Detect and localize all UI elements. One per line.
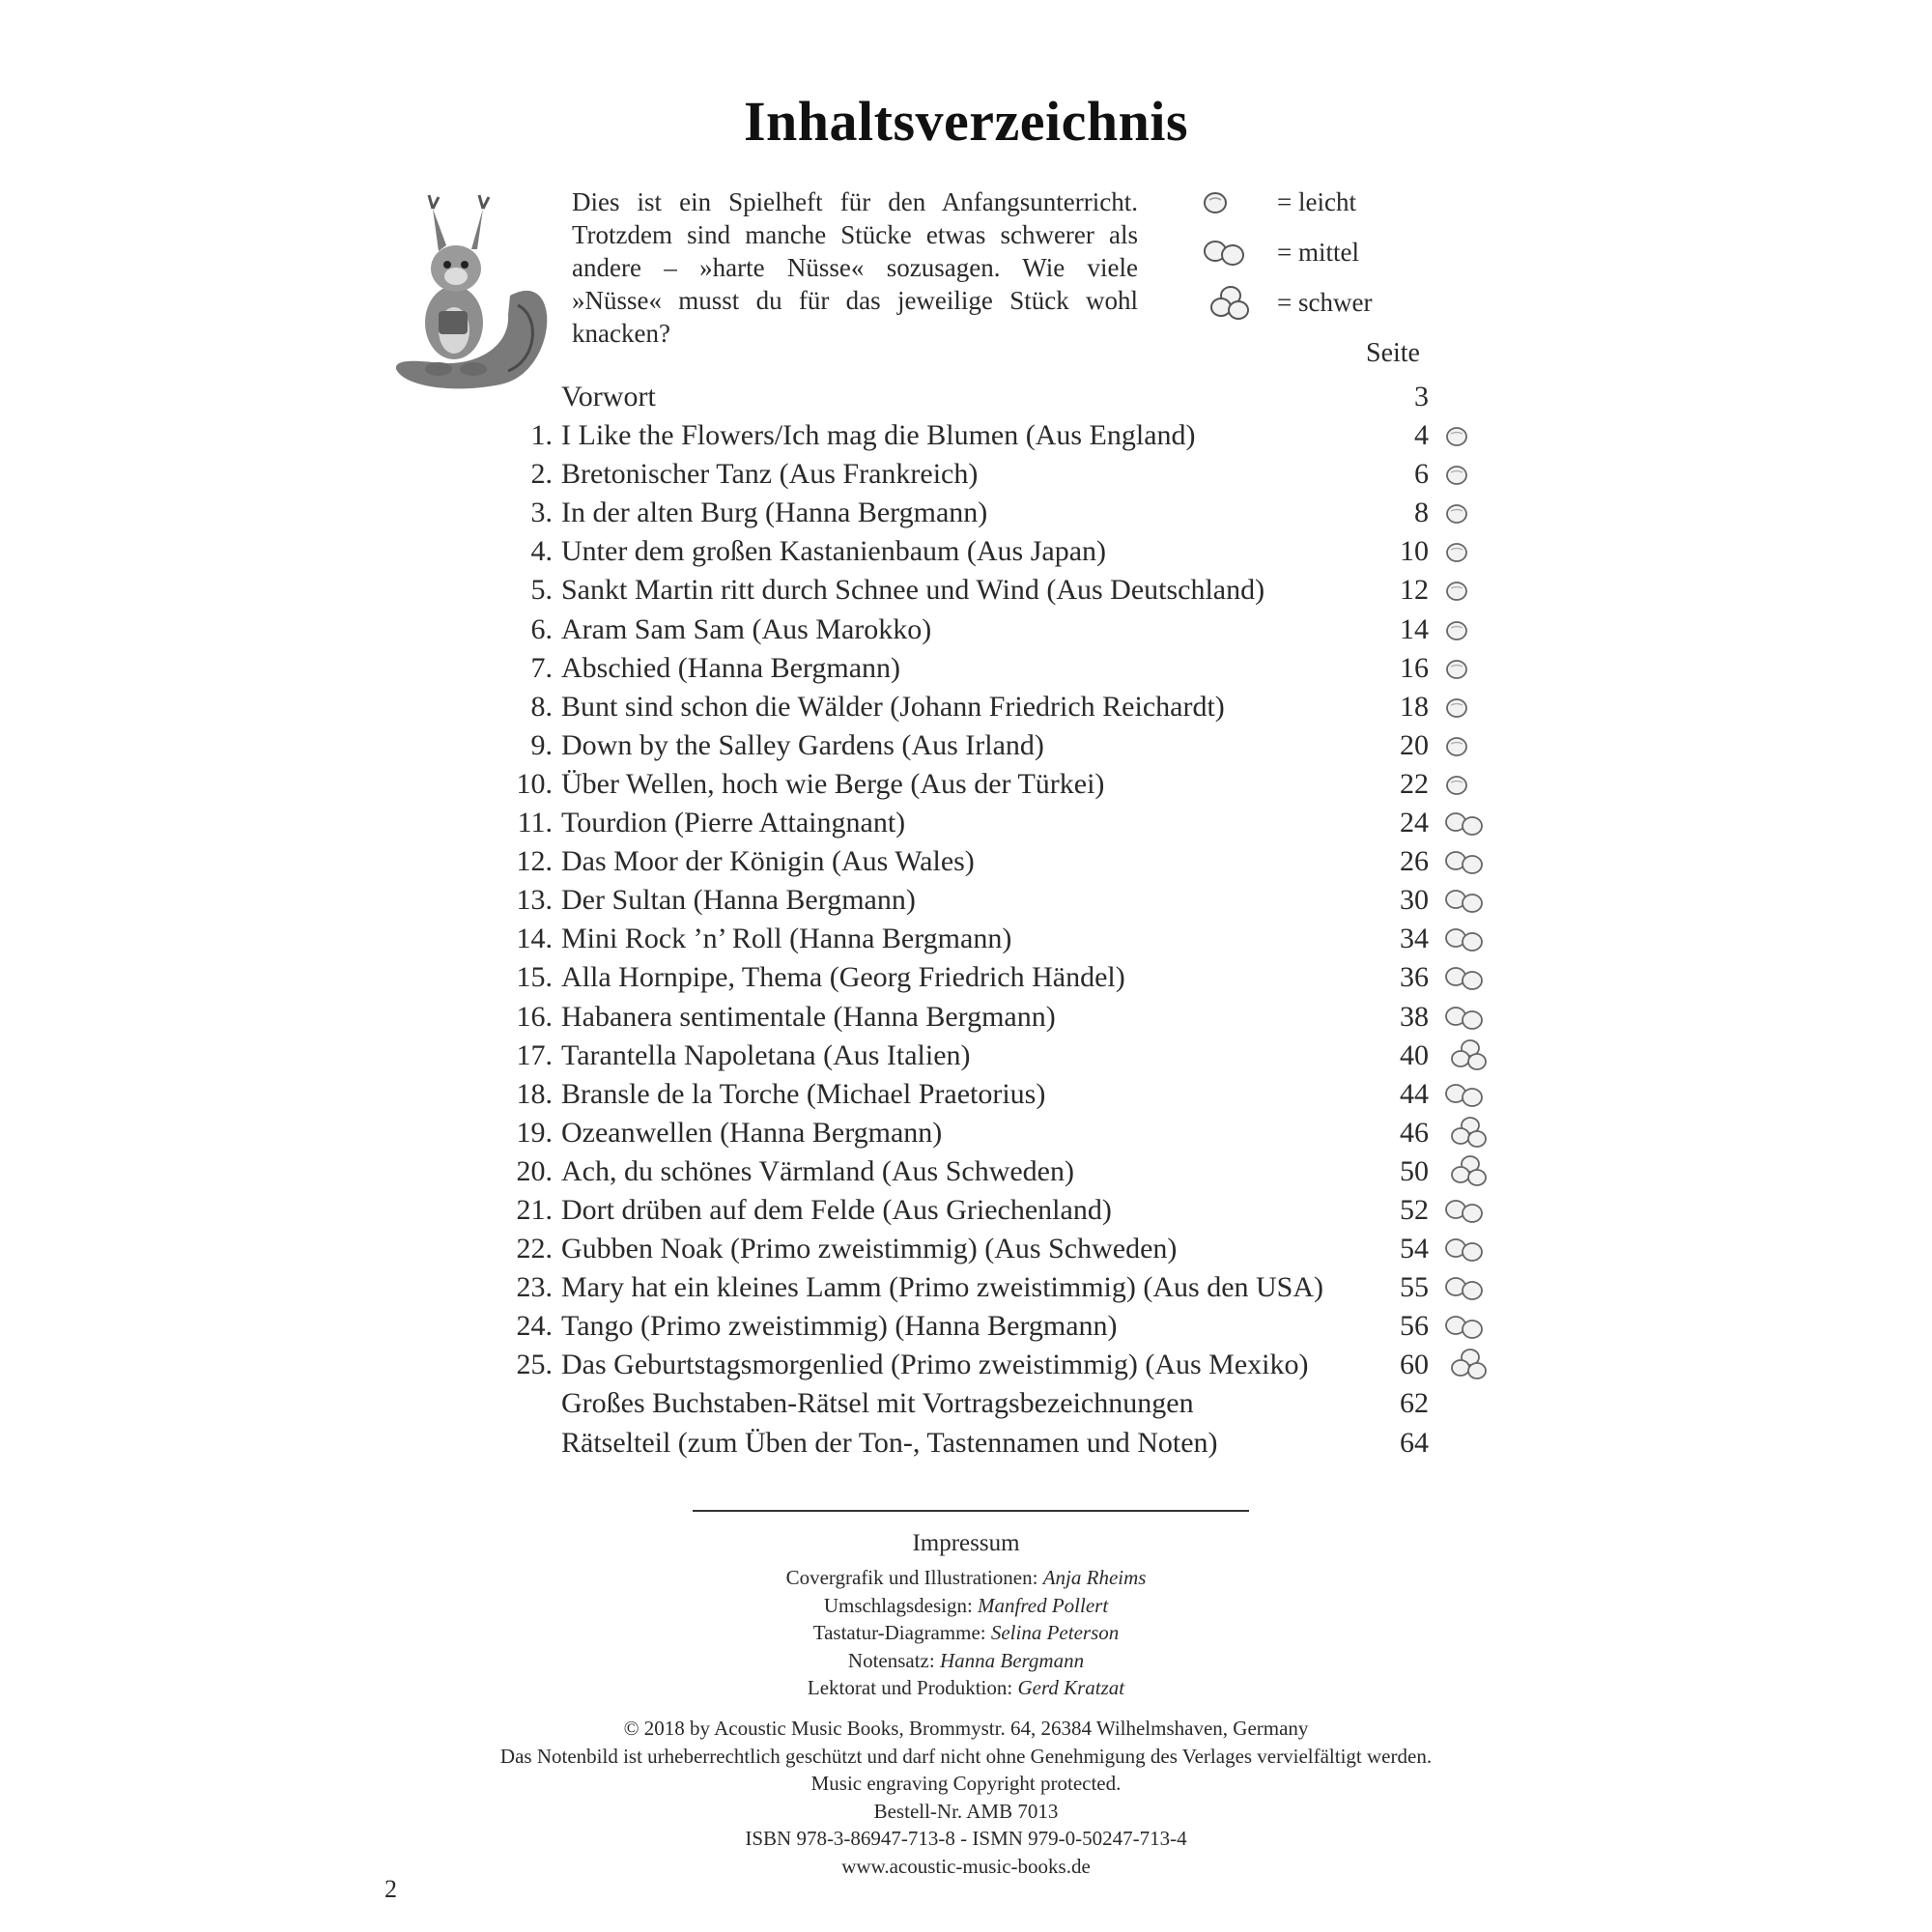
toc-entry[interactable]: [0, 1152, 1932, 1191]
toc-entry[interactable]: [0, 1346, 1932, 1384]
toc-entry[interactable]: [0, 726, 1932, 765]
credit-line: [0, 1647, 1932, 1675]
toc-entry-title: Ach, du schönes Värmland (Aus Schweden): [561, 1154, 1074, 1187]
copyright-line: © 2018 by Acoustic Music Books, Brommystr. 64, 26384 Wilhelmshaven, Germany: [623, 1717, 1309, 1740]
credit-name: Hanna Bergmann: [939, 1648, 1085, 1672]
toc-list: [0, 378, 1932, 1463]
toc-entry[interactable]: [0, 998, 1932, 1037]
credit-role: Umschlagsdesign:: [823, 1593, 973, 1617]
toc-entry-page: 30: [1400, 884, 1429, 917]
toc-entry-title: Unter dem großen Kastanienbaum (Aus Japan): [561, 535, 1106, 568]
toc-entry-page: 52: [1400, 1193, 1429, 1226]
isbn-line: ISBN 978-3-86947-713-8 - ISMN 979-0-50247-713-4: [745, 1827, 1187, 1850]
toc-entry[interactable]: [0, 958, 1932, 997]
credit-role: Covergrafik und Illustrationen:: [785, 1566, 1038, 1589]
toc-entry-page: 46: [1400, 1116, 1429, 1149]
toc-entry[interactable]: [0, 881, 1932, 920]
toc-entry-number: 18.: [516, 1077, 553, 1110]
toc-entry-title: Dort drüben auf dem Felde (Aus Griechenland): [561, 1193, 1112, 1226]
toc-entry[interactable]: [0, 765, 1932, 804]
toc-entry[interactable]: [0, 649, 1932, 688]
toc-entry-number: 5.: [530, 574, 553, 607]
toc-entry-title: I Like the Flowers/Ich mag die Blumen (Aus England): [561, 419, 1196, 452]
toc-entry[interactable]: [0, 1075, 1932, 1114]
toc-entry-title: Mini Rock ’n’ Roll (Hanna Bergmann): [561, 923, 1012, 955]
toc-entry-title: In der alten Burg (Hanna Bergmann): [561, 497, 988, 529]
credit-line: [0, 1674, 1932, 1702]
toc-entry[interactable]: [0, 416, 1932, 455]
toc-page-heading: Seite: [1366, 338, 1420, 368]
toc-entry-title: Über Wellen, hoch wie Berge (Aus der Türkei): [561, 767, 1105, 800]
toc-entry[interactable]: [0, 532, 1932, 571]
toc-entry[interactable]: [0, 1424, 1932, 1463]
legend-row-schwer: [1202, 284, 1434, 334]
toc-entry-title: Vorwort: [561, 381, 656, 412]
credit-name: Gerd Kratzat: [1017, 1676, 1125, 1699]
toc-entry-title: Das Geburtstagsmorgenlied (Primo zweistimmig) (Aus Mexiko): [561, 1349, 1309, 1381]
toc-entry-number: 7.: [530, 651, 553, 684]
toc-entry-page: 10: [1400, 535, 1429, 568]
toc-entry-title: Bransle de la Torche (Michael Praetorius): [561, 1077, 1046, 1110]
credit-role: Tastatur-Diagramme:: [812, 1621, 986, 1644]
website-link[interactable]: www.acoustic-music-books.de: [841, 1854, 1091, 1878]
toc-entry[interactable]: [0, 688, 1932, 726]
toc-entry-page: 20: [1400, 728, 1429, 761]
engraving-line: Music engraving Copyright protected.: [810, 1772, 1122, 1795]
toc-entry-number: 11.: [517, 807, 553, 839]
toc-entry-number: 22.: [516, 1233, 553, 1265]
toc-entry-number: 2.: [530, 458, 553, 491]
toc-entry-number: 25.: [516, 1349, 553, 1381]
toc-entry-page: 24: [1400, 807, 1429, 839]
toc-entry[interactable]: [0, 378, 1932, 416]
divider-rule: [693, 1510, 1249, 1512]
toc-entry-page: 50: [1400, 1154, 1429, 1187]
toc-entry[interactable]: [0, 920, 1932, 958]
toc-entry-page: 54: [1400, 1233, 1429, 1265]
toc-entry-page: 62: [1400, 1387, 1429, 1420]
toc-entry-page: 14: [1400, 612, 1429, 645]
toc-entry-title: Aram Sam Sam (Aus Marokko): [561, 612, 932, 645]
toc-entry-title: Das Moor der Königin (Aus Wales): [561, 845, 975, 878]
toc-entry-page: 12: [1400, 574, 1429, 607]
toc-entry-title: Mary hat ein kleines Lamm (Primo zweistimmig) (Aus den USA): [561, 1271, 1324, 1304]
toc-entry-title: Der Sultan (Hanna Bergmann): [561, 884, 916, 917]
toc-entry-page: 3: [1414, 381, 1429, 412]
toc-entry-number: 24.: [516, 1310, 553, 1343]
toc-entry-number: 20.: [516, 1154, 553, 1187]
toc-entry-title: Rätselteil (zum Üben der Ton-, Tastennamen und Noten): [561, 1426, 1218, 1459]
page-number: 2: [384, 1875, 397, 1903]
credit-name: Selina Peterson: [990, 1621, 1120, 1644]
toc-entry-number: 12.: [516, 845, 553, 878]
credit-name: Anja Rheims: [1042, 1566, 1147, 1589]
page-title: Inhaltsverzeichnis: [743, 90, 1189, 153]
credit-role: Notensatz:: [847, 1648, 935, 1672]
toc-entry-title: Abschied (Hanna Bergmann): [561, 651, 901, 684]
rights-line: Das Notenbild ist urheberrechtlich geschützt und darf nicht ohne Genehmigung des Verlages vervielfältigt werden.: [499, 1744, 1433, 1768]
toc-entry-number: 23.: [516, 1271, 553, 1304]
toc-entry-page: 36: [1400, 961, 1429, 994]
squirrel-illustration: [394, 180, 554, 394]
toc-entry-title: Alla Hornpipe, Thema (Georg Friedrich Händel): [561, 961, 1125, 994]
toc-entry[interactable]: [0, 455, 1932, 494]
toc-entry-number: 6.: [530, 612, 553, 645]
toc-entry-page: 22: [1400, 767, 1429, 800]
toc-entry-number: 13.: [516, 884, 553, 917]
legal-notice: [0, 1715, 1932, 1880]
toc-entry-title: Down by the Salley Gardens (Aus Irland): [561, 728, 1044, 761]
credit-line: [0, 1592, 1932, 1620]
toc-entry-number: 10.: [516, 767, 553, 800]
toc-entry-number: 3.: [530, 497, 553, 529]
toc-entry-number: 9.: [530, 728, 553, 761]
toc-entry[interactable]: [0, 611, 1932, 649]
credit-name: Manfred Pollert: [978, 1593, 1109, 1617]
toc-entry-number: 14.: [516, 923, 553, 955]
toc-entry[interactable]: [0, 1191, 1932, 1230]
toc-entry-page: 56: [1400, 1310, 1429, 1343]
toc-entry-page: 44: [1400, 1077, 1429, 1110]
toc-entry-title: Tarantella Napoletana (Aus Italien): [561, 1038, 971, 1071]
credit-line: [0, 1564, 1932, 1592]
credit-line: [0, 1619, 1932, 1647]
toc-entry-title: Großes Buchstaben-Rätsel mit Vortragsbezeichnungen: [561, 1387, 1194, 1420]
legend-label: = schwer: [1277, 288, 1373, 317]
order-number: Bestell-Nr. AMB 7013: [873, 1799, 1059, 1823]
legend-label: = mittel: [1277, 238, 1359, 267]
toc-entry-title: Gubben Noak (Primo zweistimmig) (Aus Schweden): [561, 1233, 1178, 1265]
toc-entry-title: Tourdion (Pierre Attaingnant): [561, 807, 906, 839]
impressum-heading: Impressum: [912, 1530, 1020, 1556]
toc-entry-number: 4.: [530, 535, 553, 568]
toc-entry[interactable]: [0, 571, 1932, 610]
toc-entry-title: Ozeanwellen (Hanna Bergmann): [561, 1116, 943, 1149]
toc-entry[interactable]: [0, 1114, 1932, 1152]
toc-entry[interactable]: [0, 1268, 1932, 1307]
one-nut-icon: [1202, 184, 1260, 222]
toc-entry-page: 60: [1400, 1349, 1429, 1381]
toc-entry[interactable]: [0, 804, 1932, 842]
toc-entry-number: 8.: [530, 690, 553, 723]
toc-entry-page: 40: [1400, 1038, 1429, 1071]
toc-entry-page: 64: [1400, 1426, 1429, 1459]
intro-text: Dies ist ein Spielheft für den Anfangsunterricht. Trotzdem sind manche Stücke etwas schwerer als andere – »harte Nüsse« sozusagen. Wie viele »Nüsse« musst du für das jeweilige Stück wohl knacken?: [572, 187, 1138, 348]
toc-entry-title: Tango (Primo zweistimmig) (Hanna Bergmann): [561, 1310, 1118, 1343]
toc-entry-title: Sankt Martin ritt durch Schnee und Wind (Aus Deutschland): [561, 574, 1265, 607]
toc-entry[interactable]: [0, 1307, 1932, 1346]
credit-role: Lektorat und Produktion:: [807, 1676, 1013, 1699]
three-nuts-icon: [1202, 284, 1260, 323]
toc-entry[interactable]: [0, 1230, 1932, 1268]
toc-entry-page: 55: [1400, 1271, 1429, 1304]
toc-entry-number: 17.: [516, 1038, 553, 1071]
toc-entry-number: 19.: [516, 1116, 553, 1149]
legend-row-leicht: [1202, 184, 1434, 234]
toc-entry-page: 16: [1400, 651, 1429, 684]
legend-label: = leicht: [1277, 187, 1356, 216]
toc-entry-page: 18: [1400, 690, 1429, 723]
toc-entry-title: Bretonischer Tanz (Aus Frankreich): [561, 458, 979, 491]
toc-entry-page: 34: [1400, 923, 1429, 955]
legend-row-mittel: [1202, 234, 1434, 284]
toc-entry-page: 8: [1414, 497, 1429, 529]
toc-entry-number: 21.: [516, 1193, 553, 1226]
toc-entry-title: Habanera sentimentale (Hanna Bergmann): [561, 1000, 1056, 1033]
toc-entry-number: 15.: [516, 961, 553, 994]
toc-entry-page: 4: [1414, 419, 1429, 452]
toc-entry[interactable]: [0, 1384, 1932, 1423]
toc-entry[interactable]: [0, 842, 1932, 881]
toc-entry-title: Bunt sind schon die Wälder (Johann Friedrich Reichardt): [561, 690, 1225, 723]
toc-entry[interactable]: [0, 1037, 1932, 1075]
toc-entry-page: 6: [1414, 458, 1429, 491]
difficulty-legend: [1202, 184, 1434, 334]
toc-entry-page: 38: [1400, 1000, 1429, 1033]
two-nuts-icon: [1202, 234, 1260, 272]
impressum-credits: [0, 1564, 1932, 1702]
toc-entry-number: 1.: [530, 419, 553, 452]
toc-entry-number: 16.: [516, 1000, 553, 1033]
toc-entry[interactable]: [0, 494, 1932, 532]
toc-entry-page: 26: [1400, 845, 1429, 878]
